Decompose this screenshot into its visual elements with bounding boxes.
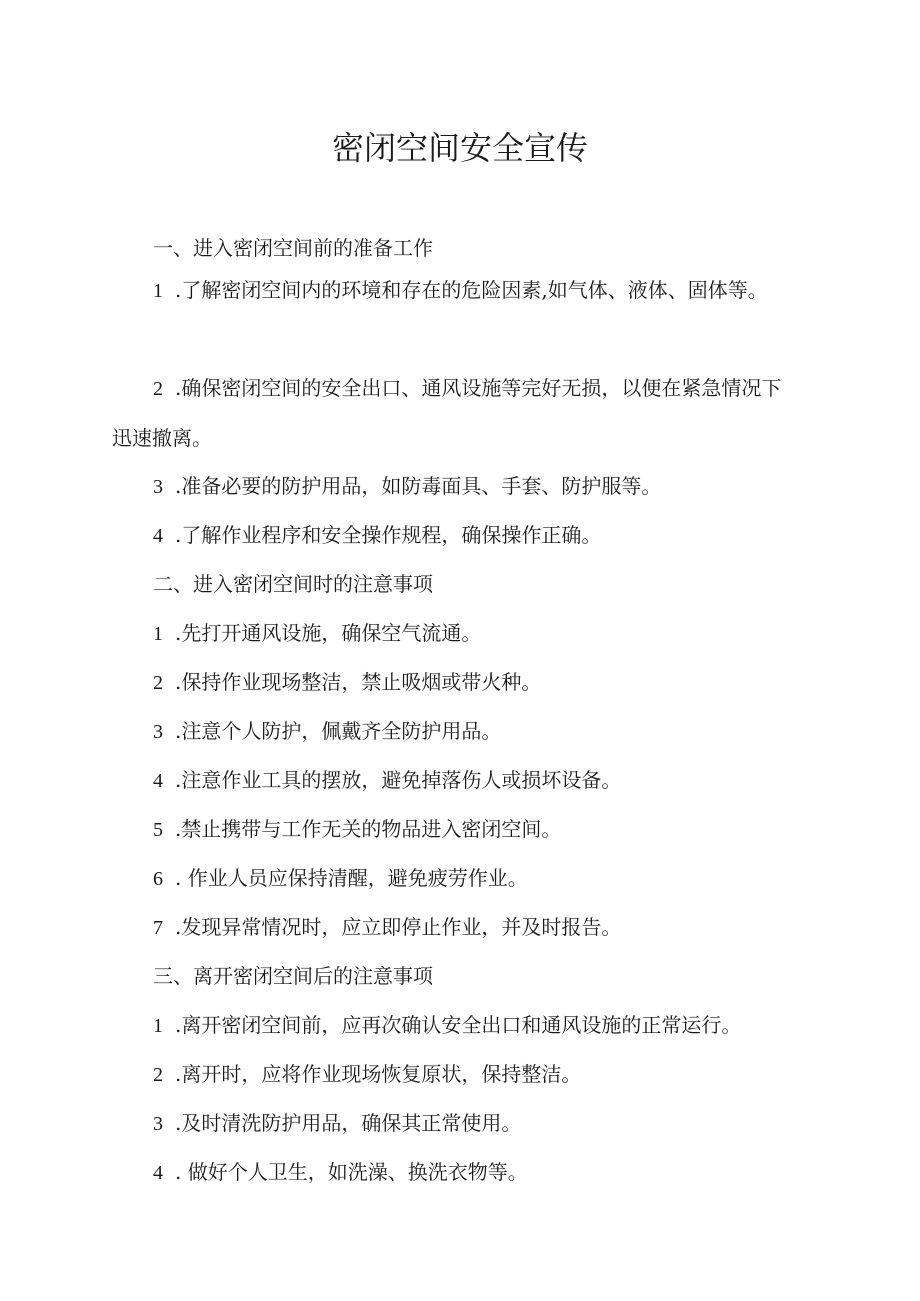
item-text: .发现异常情况时，应立即停止作业，并及时报告。 [175, 915, 622, 939]
item-text: .准备必要的防护用品，如防毒面具、手套、防护服等。 [175, 474, 662, 498]
item-number: 2 [153, 672, 163, 694]
item-number: 6 [153, 868, 163, 890]
list-item [112, 609, 798, 659]
section-heading: 一、进入密闭空间前的准备工作 [153, 236, 433, 260]
item-text: .了解密闭空间内的环境和存在的危险因素,如气体、液体、固体等。 [175, 278, 768, 302]
item-text: . 作业人员应保持清醒，避免疲劳作业。 [175, 866, 528, 890]
item-number: 3 [153, 1113, 163, 1135]
item-text: .了解作业程序和安全操作规程，确保操作正确。 [175, 523, 602, 547]
list-item [112, 805, 798, 855]
list-item [112, 462, 798, 512]
section-heading: 二、进入密闭空间时的注意事项 [153, 572, 433, 596]
item-number: 4 [153, 525, 163, 547]
item-text: .注意作业工具的摆放，避免掉落伤人或损坏设备。 [175, 768, 622, 792]
list-item [112, 1099, 798, 1149]
item-number: 3 [153, 476, 163, 498]
list-item [112, 364, 798, 463]
list-item [112, 854, 798, 904]
list-item [112, 1050, 798, 1100]
item-number: 1 [153, 280, 163, 302]
item-number: 1 [153, 623, 163, 645]
item-text: .确保密闭空间的安全出口、通风设施等完好无损，以便在紧急情况下迅速撤离。 [112, 376, 782, 450]
item-number: 3 [153, 721, 163, 743]
list-item [112, 756, 798, 806]
list-item [112, 658, 798, 708]
item-text: .禁止携带与工作无关的物品进入密闭空间。 [175, 817, 562, 841]
item-number: 7 [153, 917, 163, 939]
document-title: 密闭空间安全宣传 [331, 129, 588, 167]
list-item [112, 1001, 798, 1051]
item-text: . 做好个人卫生，如洗澡、换洗衣物等。 [175, 1160, 528, 1184]
item-number: 5 [153, 819, 163, 841]
item-text: .离开时，应将作业现场恢复原状，保持整洁。 [175, 1062, 582, 1086]
list-item [112, 1148, 798, 1198]
list-item [112, 903, 798, 953]
item-number: 1 [153, 1015, 163, 1037]
section-heading: 三、离开密闭空间后的注意事项 [153, 964, 433, 988]
item-text: .及时清洗防护用品，确保其正常使用。 [175, 1111, 522, 1135]
item-number: 2 [153, 1064, 163, 1086]
item-text: .注意个人防护，佩戴齐全防护用品。 [175, 719, 502, 743]
item-text: .先打开通风设施，确保空气流通。 [175, 621, 482, 645]
item-text: .保持作业现场整洁，禁止吸烟或带火种。 [175, 670, 542, 694]
item-text: .离开密闭空间前，应再次确认安全出口和通风设施的正常运行。 [175, 1013, 742, 1037]
list-item [112, 266, 798, 316]
item-number: 4 [153, 770, 163, 792]
item-number: 4 [153, 1162, 163, 1184]
item-number: 2 [153, 378, 163, 400]
list-item [112, 511, 798, 561]
list-item [112, 707, 798, 757]
